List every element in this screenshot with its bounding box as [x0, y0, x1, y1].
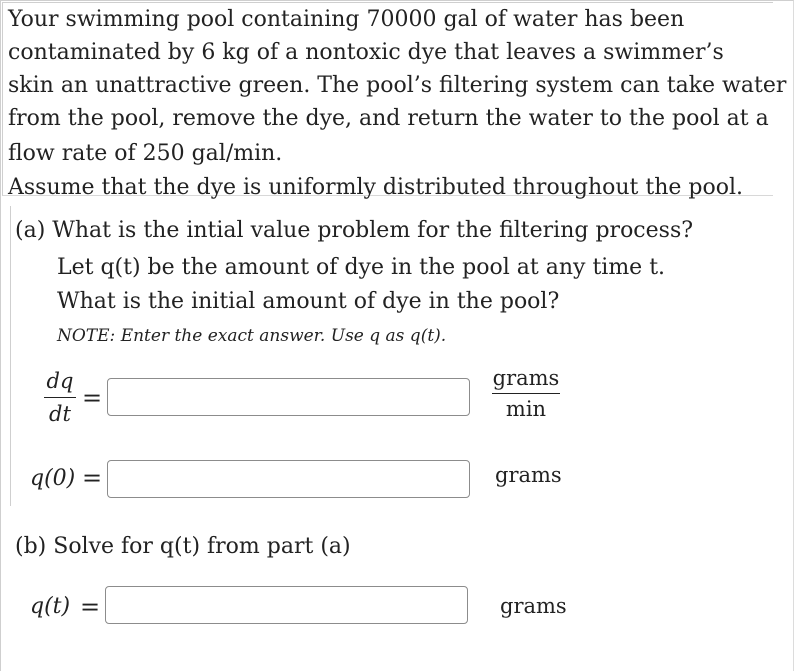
intro-line-4: from the pool, remove the dye, and return the water to the pool at a: [8, 106, 769, 131]
solution-lhs: q(t): [30, 594, 71, 619]
equals-sign: =: [82, 464, 103, 492]
unit-fraction-bar: [492, 393, 560, 394]
derivative-unit-numerator: grams: [492, 366, 560, 390]
equals-sign: =: [82, 384, 103, 412]
intro-line-5: flow rate of 250 gal/min.: [8, 141, 283, 166]
part-b-question: (b) Solve for q(t) from part (a): [15, 534, 351, 559]
part-a-question: (a) What is the intial value problem for the filtering process?: [15, 218, 694, 243]
intro-line-1: Your swimming pool containing 70000 gal of water has been: [8, 7, 685, 32]
derivative-unit-denominator: min: [505, 397, 547, 421]
derivative-unit: [492, 366, 560, 421]
equals-sign: =: [80, 593, 101, 621]
initial-lhs: q(0): [30, 466, 76, 491]
part-a-initial-question: What is the initial amount of dye in the pool?: [57, 289, 560, 314]
derivative-denominator: dt: [49, 402, 71, 426]
initial-unit: grams: [495, 463, 562, 487]
derivative-answer-input[interactable]: [107, 378, 470, 416]
solution-unit: grams: [500, 594, 567, 618]
derivative-numerator: dq: [46, 369, 74, 393]
initial-answer-input[interactable]: [107, 460, 470, 498]
assumption-text: Assume that the dye is uniformly distributed throughout the pool.: [8, 175, 743, 200]
intro-line-2: contaminated by 6 kg of a nontoxic dye that leaves a swimmer’s: [8, 40, 724, 65]
derivative-lhs: [44, 369, 76, 426]
fraction-bar: [44, 397, 76, 398]
solution-answer-input[interactable]: [105, 586, 468, 624]
part-a-note: NOTE: Enter the exact answer. Use q as q(t).: [57, 326, 447, 346]
intro-line-3: skin an unattractive green. The pool’s filtering system can take water: [8, 73, 787, 98]
part-a-let-text: Let q(t) be the amount of dye in the pool at any time t.: [57, 255, 666, 280]
